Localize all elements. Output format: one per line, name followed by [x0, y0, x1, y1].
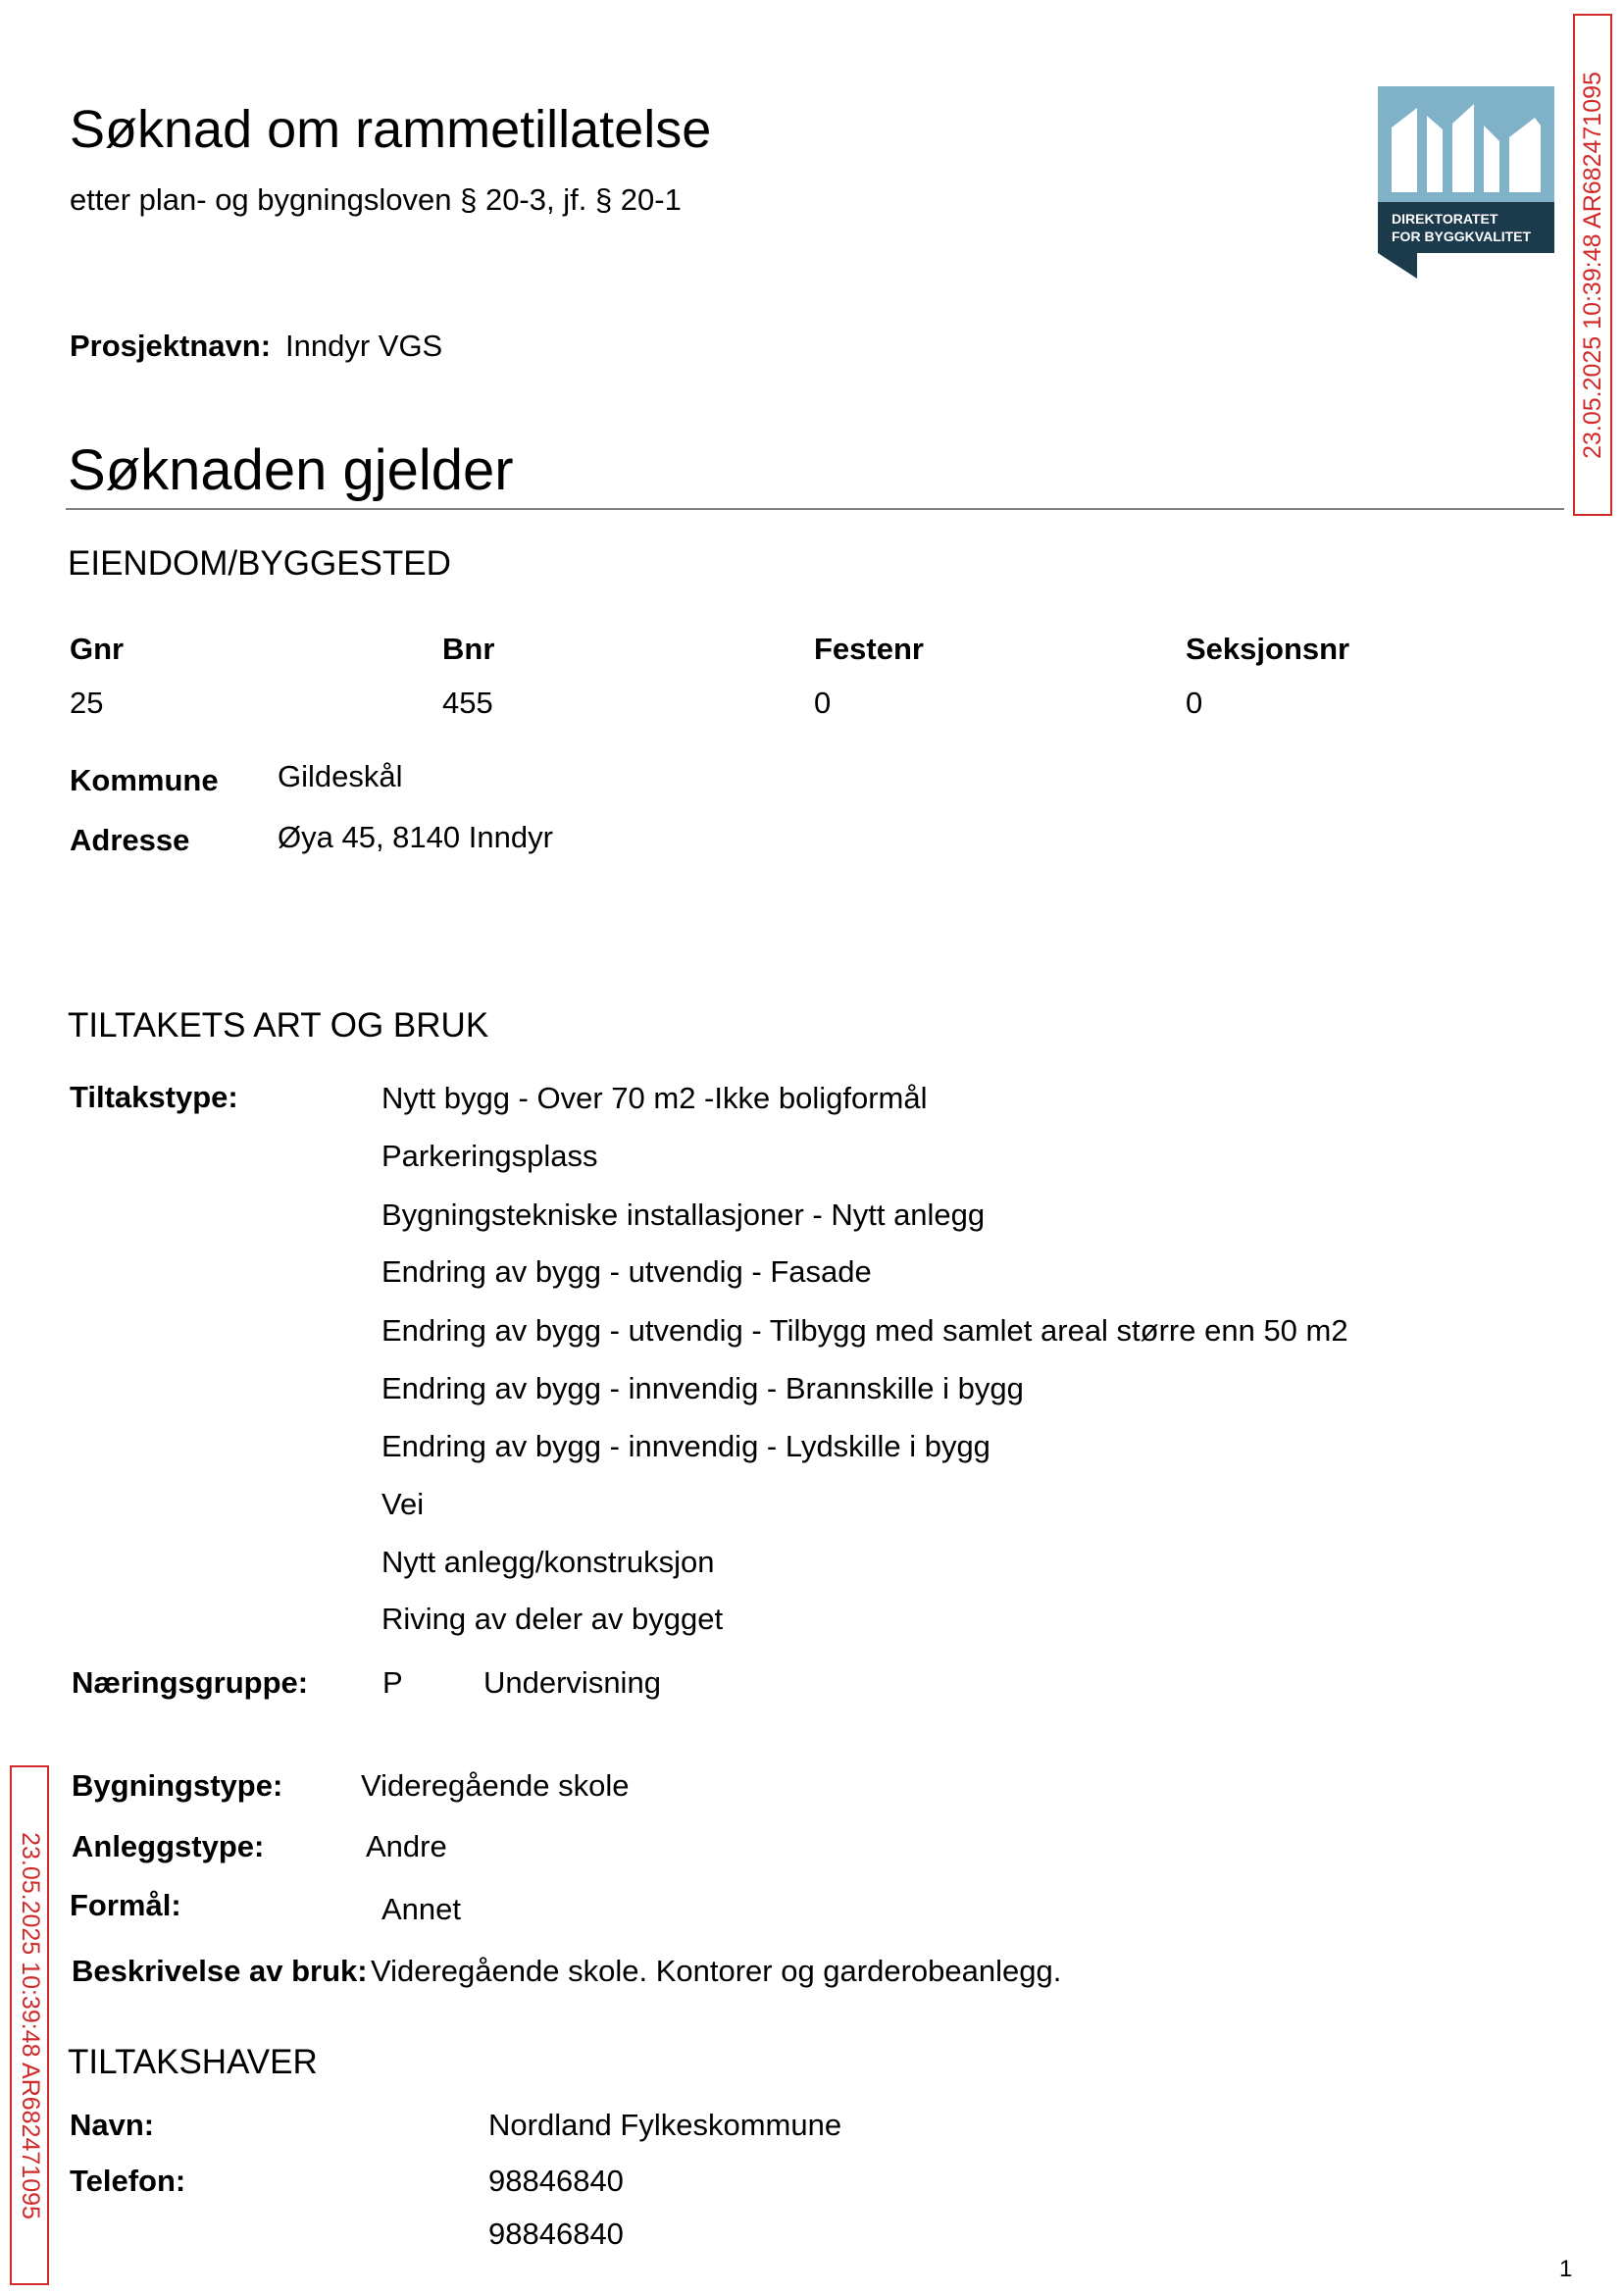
tiltakstype-item: Nytt bygg - Over 70 m2 -Ikke boligformål	[381, 1081, 928, 1115]
tiltakstype-item: Nytt anlegg/konstruksjon	[381, 1545, 715, 1579]
document-subtitle: etter plan- og bygningsloven § 20-3, jf. § 20-1	[70, 182, 682, 217]
telefon-label: Telefon:	[70, 2164, 186, 2198]
kommune-label: Kommune	[70, 763, 219, 797]
bnr-label: Bnr	[442, 632, 495, 666]
beskrivelse-value: Videregående skole. Kontorer og garderobeanlegg.	[371, 1954, 1062, 1988]
gnr-label: Gnr	[70, 632, 125, 666]
adresse-value: Øya 45, 8140 Inndyr	[278, 820, 553, 854]
festenr-label: Festenr	[814, 632, 924, 666]
tiltakstype-item: Parkeringsplass	[381, 1139, 598, 1173]
eiendom-heading: EIENDOM/BYGGESTED	[68, 544, 451, 583]
tiltakstype-label: Tiltakstype:	[70, 1080, 238, 1114]
tiltak-heading: TILTAKETS ART OG BRUK	[68, 1006, 489, 1045]
formal-label: Formål:	[70, 1888, 181, 1922]
adresse-label: Adresse	[70, 823, 190, 857]
tiltakstype-item: Riving av deler av bygget	[381, 1602, 724, 1636]
gnr-value: 25	[70, 686, 104, 720]
telefon-value-2: 98846840	[488, 2217, 624, 2251]
section-title: Søknaden gjelder	[68, 438, 514, 502]
project-label: Prosjektnavn:	[70, 329, 272, 363]
dibk-logo	[1378, 86, 1554, 279]
anleggstype-label: Anleggstype:	[72, 1829, 265, 1863]
telefon-value: 98846840	[488, 2164, 624, 2198]
tiltakshaver-heading: TILTAKSHAVER	[68, 2043, 318, 2081]
tiltakstype-item: Endring av bygg - innvendig - Brannskille i bygg	[381, 1371, 1024, 1405]
seksjonsnr-label: Seksjonsnr	[1186, 632, 1350, 666]
document-title: Søknad om rammetillatelse	[70, 100, 712, 159]
tiltakstype-item: Endring av bygg - utvendig - Tilbygg med samlet areal større enn 50 m2	[381, 1313, 1348, 1348]
naeringsgruppe-code: P	[382, 1665, 403, 1700]
section-divider	[66, 508, 1564, 510]
tiltakstype-item: Endring av bygg - utvendig - Fasade	[381, 1254, 872, 1289]
navn-value: Nordland Fylkeskommune	[488, 2108, 842, 2142]
logo-text-line1: DIREKTORATET	[1392, 211, 1498, 227]
bnr-value: 455	[442, 686, 493, 720]
bygningstype-label: Bygningstype:	[72, 1768, 283, 1803]
tiltakstype-item: Endring av bygg - innvendig - Lydskille i bygg	[381, 1429, 990, 1463]
stamp-left-text: 23.05.2025 10:39:48 AR682471095	[16, 1831, 44, 2219]
project-value: Inndyr VGS	[285, 329, 443, 363]
logo-text-line2: FOR BYGGKVALITET	[1392, 229, 1532, 244]
tiltakstype-item: Vei	[381, 1487, 425, 1521]
page-number: 1	[1559, 2256, 1573, 2282]
stamp-top-text: 23.05.2025 10:39:48 AR682471095	[1578, 71, 1606, 459]
festenr-value: 0	[814, 686, 832, 720]
naeringsgruppe-label: Næringsgruppe:	[72, 1665, 309, 1700]
naeringsgruppe-value: Undervisning	[483, 1665, 661, 1700]
bygningstype-value: Videregående skole	[361, 1768, 630, 1803]
formal-value: Annet	[381, 1892, 462, 1926]
kommune-value: Gildeskål	[278, 759, 403, 793]
tiltakstype-item: Bygningstekniske installasjoner - Nytt anlegg	[381, 1198, 986, 1232]
timestamp-stamp-left	[10, 1765, 49, 2285]
timestamp-stamp-top	[1573, 14, 1612, 516]
anleggstype-value: Andre	[366, 1829, 447, 1863]
navn-label: Navn:	[70, 2108, 155, 2142]
seksjonsnr-value: 0	[1186, 686, 1203, 720]
beskrivelse-label: Beskrivelse av bruk:	[72, 1954, 368, 1988]
